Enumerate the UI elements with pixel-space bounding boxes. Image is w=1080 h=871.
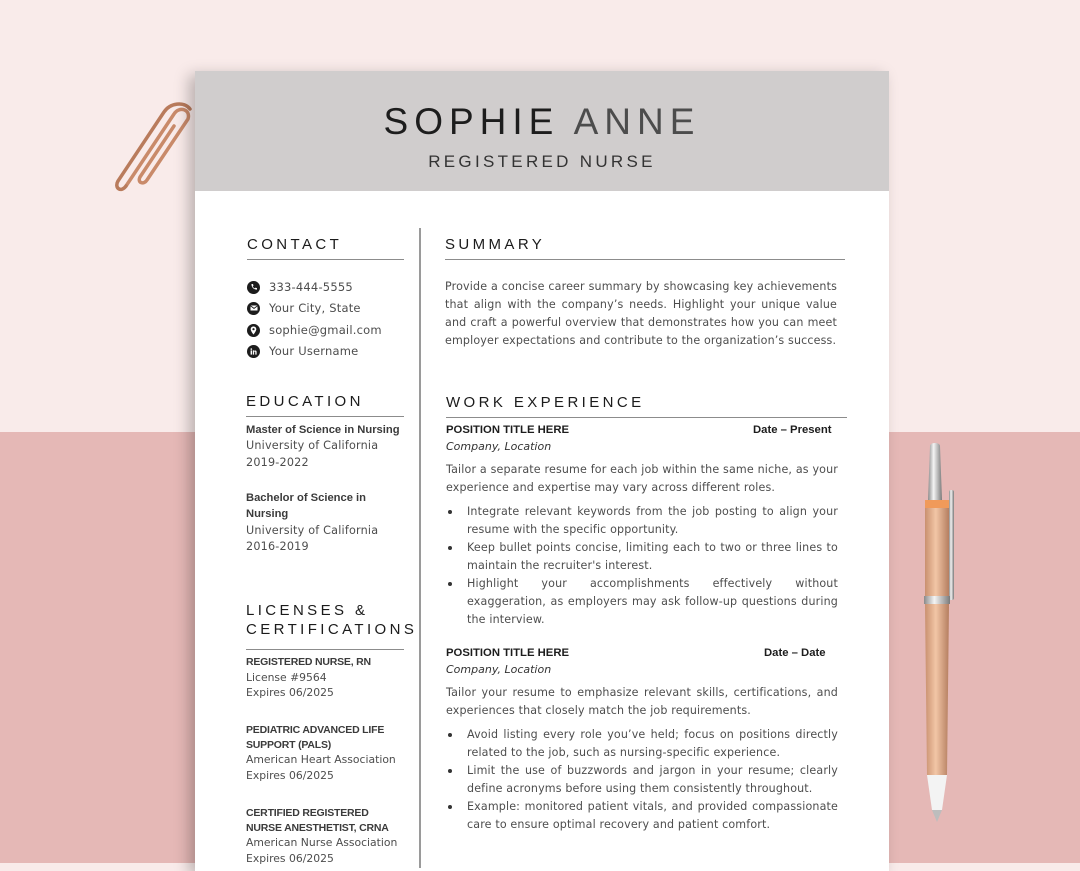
first-name: SOPHIE: [383, 101, 560, 142]
summary-rule: [445, 259, 845, 260]
contact-heading: CONTACT: [247, 236, 343, 253]
job-bullets: [446, 726, 838, 834]
degree-name: Bachelor of Science in Nursing: [246, 492, 366, 521]
license-detail: American Nurse Association: [246, 836, 398, 849]
licenses-rule: [246, 649, 404, 650]
contact-address: [247, 300, 361, 316]
license-name: REGISTERED NURSE, RN: [246, 656, 371, 668]
job-date: Date – Date: [764, 647, 826, 659]
linkedin-text: Your Username: [269, 344, 359, 358]
school-years: 2016-2019: [246, 540, 309, 554]
job-date: Date – Present: [753, 424, 832, 436]
license-item: [246, 806, 406, 866]
mail-icon: [247, 302, 260, 315]
license-expiry: Expires 06/2025: [246, 768, 334, 782]
license-detail: American Heart Association: [246, 753, 396, 766]
list-item: Keep bullet points concise, limiting each to two or three lines to maintain the recruiter's interest.: [446, 539, 838, 575]
job-intro: Tailor your resume to emphasize relevant skills, certifications, and experiences that closely match the job requirements.: [446, 686, 838, 717]
list-item: Example: monitored patient vitals, and provided compassionate care to ensure optimal recovery and patient comfort.: [446, 798, 838, 834]
licenses-heading: LICENSES & CERTIFICATIONS: [246, 602, 418, 638]
summary-text: Provide a concise career summary by showcasing key achievements that align with the company’s needs. Highlight your unique value and craft a powerful overview that demonstrates how you can meet employer expectations and contribute to the organization’s success.: [445, 280, 837, 347]
job-title: POSITION TITLE HERE: [446, 424, 570, 436]
contact-phone: [247, 279, 353, 295]
license-detail: License #9564: [246, 670, 327, 684]
job-title: POSITION TITLE HERE: [446, 647, 570, 659]
pen-icon: [918, 440, 962, 825]
list-item: Avoid listing every role you’ve held; focus on positions directly related to the job, such as nursing-specific experience.: [446, 726, 838, 762]
paperclip-icon: [112, 100, 197, 200]
list-item: Highlight your accomplishments effectively without exaggeration, as employers may ask follow-up questions during the interview.: [446, 575, 838, 629]
linkedin-icon: [247, 345, 260, 358]
degree-name: Master of Science in Nursing: [246, 424, 400, 436]
last-name: ANNE: [573, 101, 701, 142]
school-name: University of California: [246, 439, 379, 453]
resume-header: [195, 71, 889, 191]
education-rule: [246, 416, 404, 417]
resume-page: [195, 71, 889, 871]
list-item: Integrate relevant keywords from the job posting to align your resume with the specific opportunity.: [446, 503, 838, 539]
job-role: REGISTERED NURSE: [428, 152, 656, 171]
contact-email: [247, 322, 382, 338]
job-company: Company, Location: [446, 663, 552, 676]
address-text: Your City, State: [269, 301, 361, 315]
summary-heading: SUMMARY: [445, 236, 546, 253]
license-item: [246, 655, 406, 701]
email-text: sophie@gmail.com: [269, 323, 382, 337]
location-pin-icon: [247, 324, 260, 337]
list-item: Limit the use of buzzwords and jargon in your resume; clearly define acronyms before using them consistently throughout.: [446, 762, 838, 798]
contact-linkedin: [247, 343, 358, 359]
phone-icon: [247, 281, 260, 294]
candidate-name: [195, 101, 889, 143]
license-item: [246, 723, 406, 783]
phone-text: 333-444-5555: [269, 280, 353, 294]
license-expiry: Expires 06/2025: [246, 851, 334, 865]
contact-rule: [247, 259, 404, 260]
job-company: Company, Location: [446, 440, 552, 453]
license-expiry: Expires 06/2025: [246, 686, 334, 700]
education-heading: EDUCATION: [246, 393, 364, 410]
experience-rule: [446, 417, 847, 418]
license-name: CERTIFIED REGISTERED NURSE ANESTHETIST, CRNA: [246, 807, 389, 834]
experience-heading: WORK EXPERIENCE: [446, 394, 645, 411]
column-divider: [419, 228, 421, 868]
school-years: 2019-2022: [246, 455, 309, 469]
job-intro: Tailor a separate resume for each job within the same niche, as your experience and expertise may vary across different roles.: [446, 463, 838, 494]
education-item: [246, 422, 400, 471]
license-name: PEDIATRIC ADVANCED LIFE SUPPORT (PALS): [246, 724, 385, 751]
school-name: University of California: [246, 523, 379, 537]
job-bullets: [446, 503, 838, 629]
education-item: [246, 490, 386, 556]
